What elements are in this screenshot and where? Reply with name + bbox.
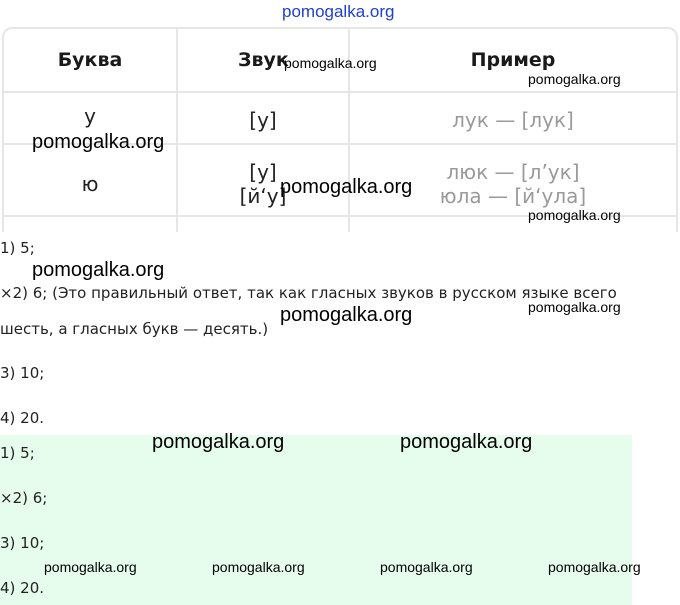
answer-option-1: 1) 5; <box>0 444 35 462</box>
watermark: pomogalka.org <box>548 559 641 575</box>
header-letter: Буква <box>57 49 123 71</box>
row2-sound-1: [у] <box>249 160 277 184</box>
watermark: pomogalka.org <box>212 559 305 575</box>
watermark: pomogalka.org <box>280 304 413 326</box>
row1-example: лук — [лук] <box>452 108 574 132</box>
option-4: 4) 20. <box>0 409 45 427</box>
cross-mark: × <box>0 489 13 507</box>
answer-option-4: 4) 20. <box>0 579 45 597</box>
option-1: 1) 5; <box>0 239 35 257</box>
answer-option-3: 3) 10; <box>0 534 45 552</box>
watermark: pomogalka.org <box>528 299 621 315</box>
row2-sound-2: [й‘у] <box>239 184 287 208</box>
row2-letter: ю <box>81 172 99 196</box>
option-3: 3) 10; <box>0 364 45 382</box>
watermark: pomogalka.org <box>32 259 165 281</box>
row2-example-2: юла — [й‘ула] <box>439 184 587 208</box>
watermark: pomogalka.org <box>284 55 377 71</box>
option-2-continued: шесть, а гласных букв — десять.) <box>0 320 269 338</box>
cross-mark: × <box>0 284 13 302</box>
answer-option-2 <box>0 489 47 507</box>
answer-option-2-text: 2) 6; <box>12 489 48 507</box>
header-sound: Звук <box>238 49 289 71</box>
header-example: Пример <box>470 49 556 71</box>
option-2-text: 2) 6; (Это правильный ответ, так как гласных звуков в русском языке всего <box>12 284 617 302</box>
row1-letter: у <box>84 104 96 128</box>
watermark: pomogalka.org <box>380 559 473 575</box>
watermark: pomogalka.org <box>32 131 165 153</box>
answer-block <box>0 435 632 605</box>
row2-example-1: люк — [л’ук] <box>446 160 580 184</box>
row1-sound: [у] <box>249 108 277 132</box>
option-2 <box>0 284 617 302</box>
watermark: pomogalka.org <box>282 2 395 21</box>
watermark: pomogalka.org <box>44 559 137 575</box>
watermark: pomogalka.org <box>152 431 285 453</box>
watermark: pomogalka.org <box>400 431 533 453</box>
watermark: pomogalka.org <box>280 176 413 198</box>
watermark: pomogalka.org <box>528 207 621 223</box>
table-divider <box>4 91 676 93</box>
watermark: pomogalka.org <box>528 71 621 87</box>
